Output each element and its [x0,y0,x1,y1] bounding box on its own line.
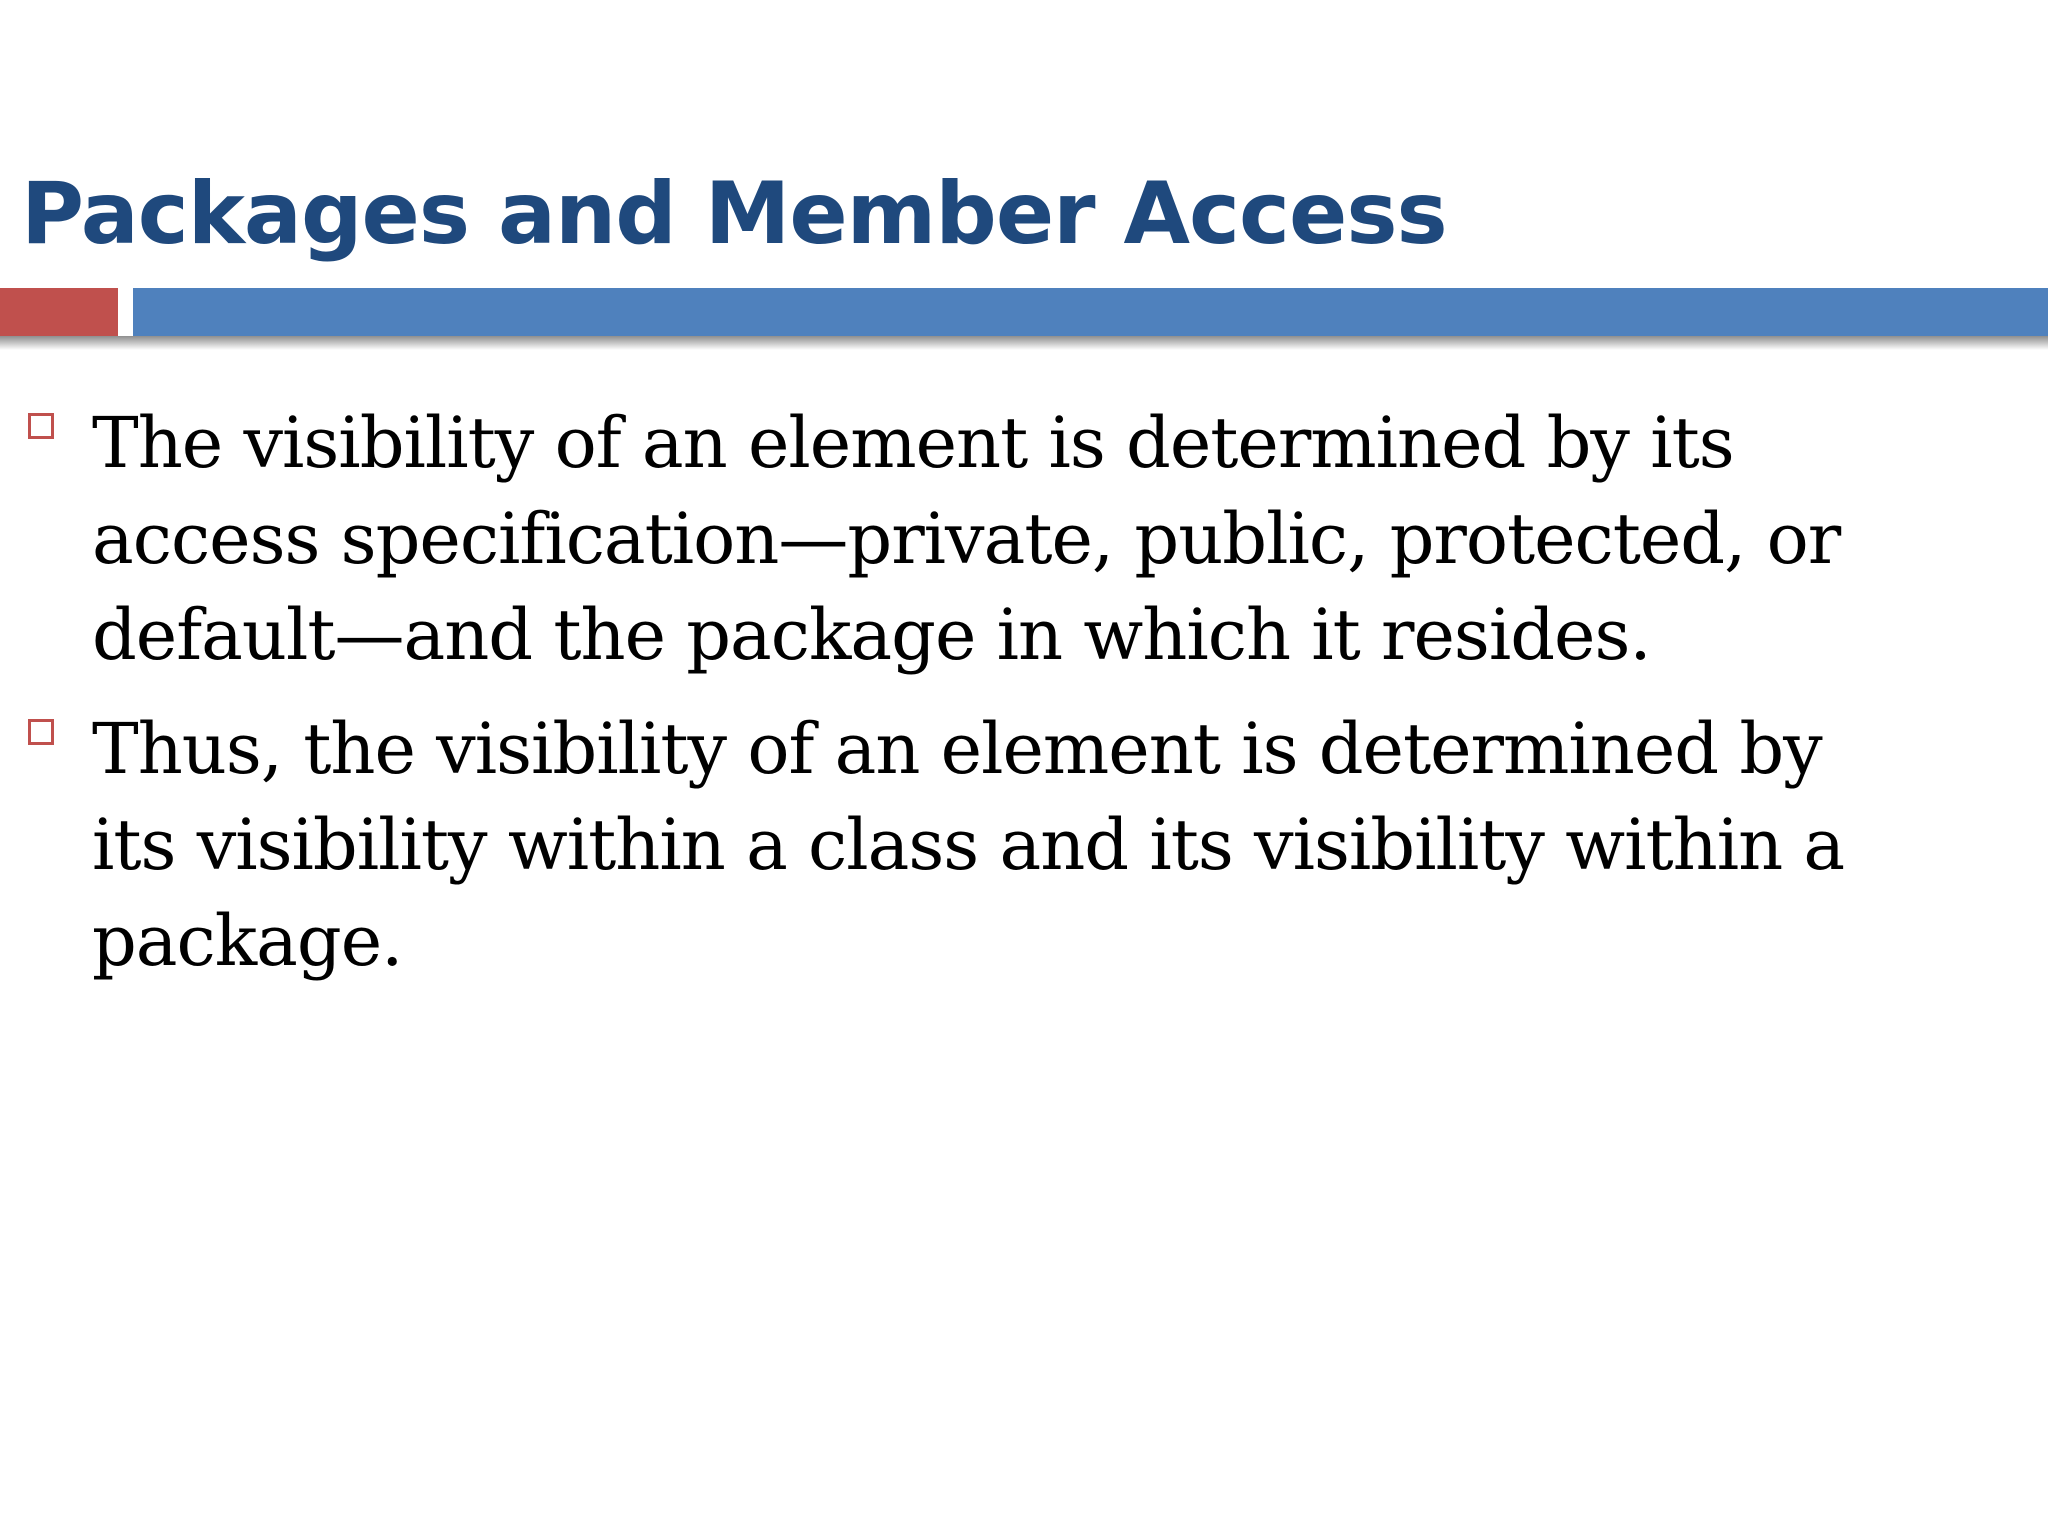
square-bullet-icon [28,413,54,439]
slide-title: Packages and Member Access [21,164,1447,264]
title-bar-shadow [0,336,2048,350]
title-accent-bar-red [0,288,118,336]
bullet-text: Thus, the visibility of an element is determined by its visibility within a class and its visibility within a package. [92,708,1845,982]
bullet-item [0,395,1900,683]
bullet-item [0,701,1900,989]
title-accent-bar-blue [133,288,2048,336]
bullet-text: The visibility of an element is determined by its access specification—private, public, protected, or default—and the package in which it resides. [92,402,1841,676]
bullet-list [0,395,2048,1007]
square-bullet-icon [28,719,54,745]
